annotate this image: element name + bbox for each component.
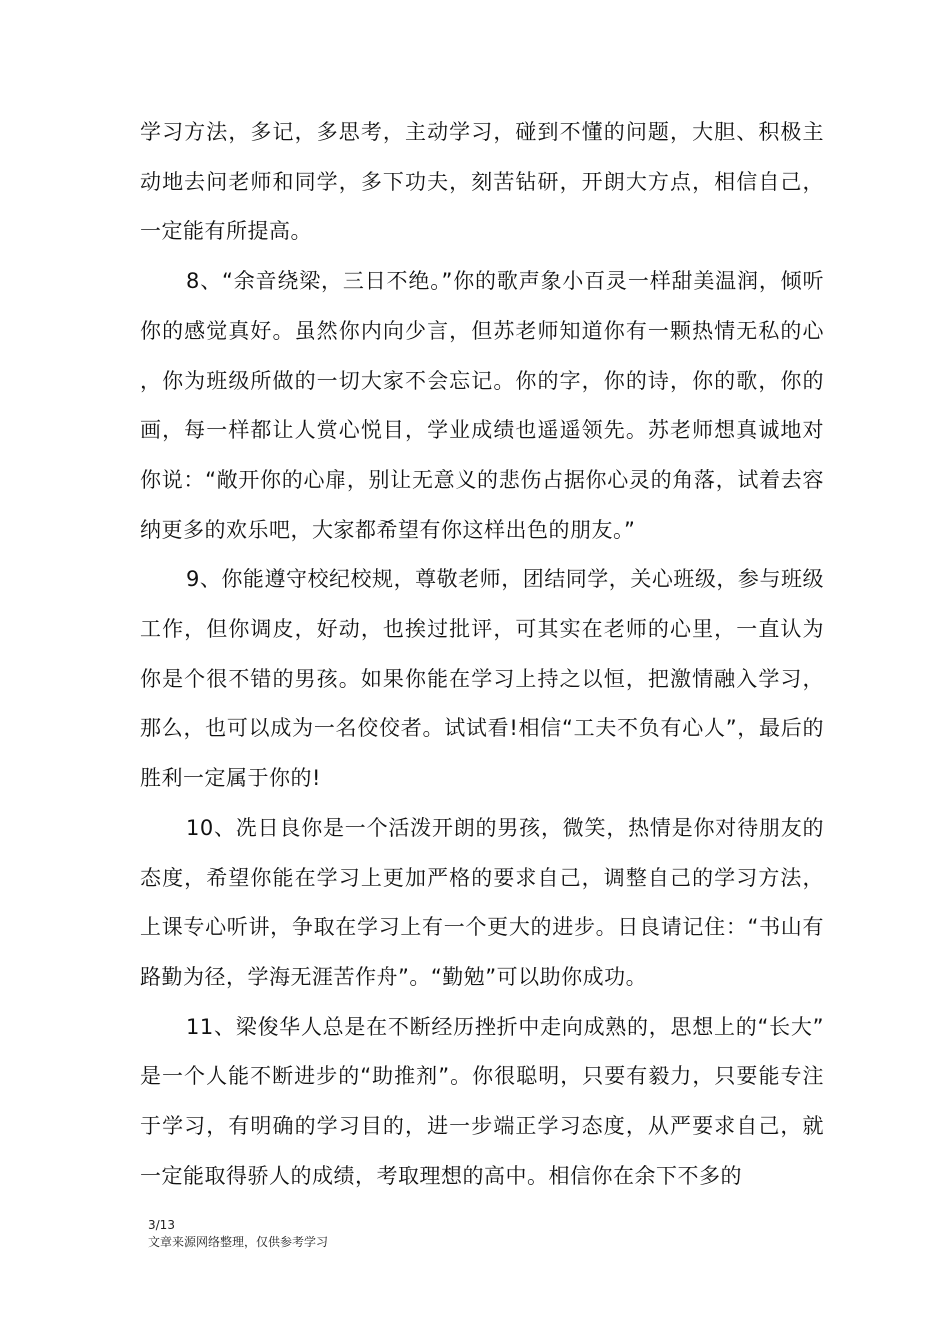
text-line: 工作，但你调皮，好动，也挨过批评，可其实在老师的心里，一直认为	[140, 617, 824, 642]
paragraph-comment-8	[140, 257, 824, 555]
text-line: 去容纳更多的欢乐吧，大家都希望有你这样出色的朋友。”	[140, 467, 824, 542]
paragraph-continuation	[140, 108, 824, 257]
text-line: 大”是一个人能不断进步的“助推剂”。你很聪明，只要有毅力，只要	[140, 1014, 824, 1089]
text-line: 有路勤为径，学海无涯苦作舟”。“勤勉”可以助你成功。	[140, 915, 824, 989]
text-line: 9、你能遵守校纪校规，尊敬老师，团结同学，关心班级，参与班级	[186, 567, 824, 592]
text-line: 心，你为班级所做的一切大家不会忘记。你的字，你的诗，你的歌，你	[140, 318, 824, 393]
text-line: 你是个很不错的男孩。如果你能在学习上持之以恒，把激情融入学习，	[140, 666, 824, 691]
text-line: 对你说：“敞开你的心扉，别让无意义的悲伤占据你心灵的角落，试着	[140, 418, 824, 492]
text-line: 一定能有所提高。	[140, 219, 312, 244]
page-number: 3/13	[148, 1218, 175, 1232]
text-line: 的胜利一定属于你的!	[140, 716, 824, 791]
paragraph-comment-10	[140, 804, 824, 1003]
text-line: 己，就一定能取得骄人的成绩，考取理想的高中。相信你在余下不多的	[140, 1114, 825, 1188]
text-line: 态度，希望你能在学习上更加严格的要求自己，调整自己的学习方法，	[140, 865, 824, 890]
text-line: 10、冼日良你是一个活泼开朗的男孩，微笑，热情是你对待朋友的	[186, 815, 824, 840]
text-line: 听你的感觉真好。虽然你内向少言，但苏老师知道你有一颗热情无私的	[140, 269, 824, 343]
paragraph-comment-9	[140, 555, 824, 804]
text-line: 8、“余音绕梁，三日不绝。”你的歌声象小百灵一样甜美温润，倾	[186, 269, 803, 294]
text-line: 的画，每一样都让人赏心悦目，学业成绩也遥遥领先。苏老师想真诚地	[140, 368, 824, 443]
paragraph-comment-11	[140, 1003, 824, 1202]
text-line: 11、梁俊华人总是在不断经历挫折中走向成熟的，思想上的“长	[186, 1014, 791, 1039]
text-line: 学习方法，多记，多思考，主动学习，碰到不懂的问题，大胆、积极主	[140, 120, 824, 144]
text-line: 能专注于学习，有明确的学习目的，进一步端正学习态度，从严要求自	[140, 1064, 825, 1139]
text-line: 动地去问老师和同学，多下功夫，刻苦钻研，开朗大方点，相信自己，	[140, 169, 824, 194]
text-line: 上课专心听讲，争取在学习上有一个更大的进步。日良请记住：“书山	[140, 915, 803, 940]
page-footer	[148, 1217, 328, 1251]
text-line: 那么，也可以成为一名佼佼者。试试看!相信“工夫不负有心人”，最后	[140, 716, 803, 741]
document-body	[140, 108, 824, 1201]
source-note: 文章来源网络整理，仅供参考学习	[148, 1235, 329, 1249]
